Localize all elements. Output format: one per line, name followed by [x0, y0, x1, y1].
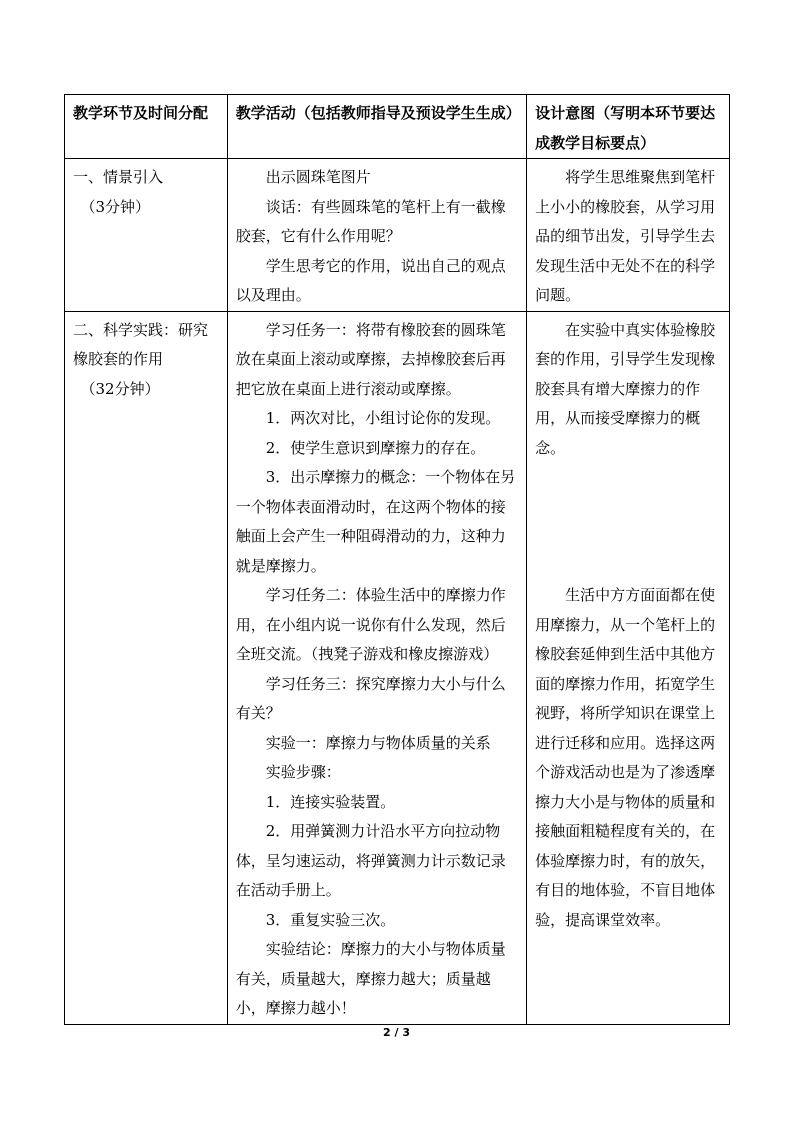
practice-activity-line: 3．重复实验三次。: [265, 910, 396, 929]
practice-activity-line: 2．用弹簧测力计沿水平方向拉动物体，呈匀速运动，将弹簧测力计示数记录在活动手册上。: [235, 822, 506, 899]
intro-stage-time: （3分钟）: [80, 197, 151, 216]
practice-activity-line: 实验结论：摩擦力的大小与物体质量有关，质量越大，摩擦力越大；质量越小，摩擦力越小！: [235, 940, 506, 1017]
intent-spacer: [535, 463, 721, 581]
header-stage-time: [65, 95, 228, 159]
intro-intent-text: 将学生思维聚焦到笔杆上小小的橡胶套，从学习用品的细节出发，引导学生去发现生活中无处不在的科学问题。: [535, 168, 716, 304]
header-teaching-activity: [227, 95, 526, 159]
header-stage-time-text: 教学环节及时间分配: [73, 104, 209, 122]
intro-activity-line: 出示圆珠笔图片: [265, 168, 371, 186]
lesson-plan-table: [64, 94, 730, 1025]
practice-activity-line: 学习任务二：体验生活中的摩擦力作用，在小组内说一说你有什么发现，然后全班交流。（拽凳子游戏和橡皮擦游戏）: [235, 586, 506, 663]
practice-activity-line: 1．连接实验装置。: [265, 792, 396, 811]
intro-stage-cell: [65, 159, 228, 312]
practice-intent-cell: [527, 311, 730, 1024]
header-design-intent: [527, 95, 730, 159]
practice-activity-line: 学习任务一：将带有橡胶套的圆珠笔放在桌面上滚动或摩擦，去掉橡胶套后再把它放在桌面上进行滚动或摩擦。: [235, 320, 506, 398]
practice-activity-line: 实验步骤：: [265, 763, 341, 781]
header-design-intent-text: 设计意图（写明本环节要达成教学目标要点）: [535, 104, 716, 152]
practice-intent-text-1: 在实验中真实体验橡胶套的作用，引导学生发现橡胶套具有增大摩擦力的作用，从而接受摩擦力的概念。: [535, 320, 716, 457]
page-number: 2 / 3: [383, 1026, 410, 1039]
intro-activity-line: 学生思考它的作用，说出自己的观点以及理由。: [235, 256, 506, 304]
intro-stage-name: 一、情景引入: [73, 168, 164, 186]
table-row-practice: [65, 311, 730, 1024]
practice-intent-text-2: 生活中方方面面都在使用摩擦力，从一个笔杆上的橡胶套延伸到生活中其他方面的摩擦力作用，拓宽学生视野，将所学知识在课堂上进行迁移和应用。选择这两个游戏活动也是为了渗透摩擦力大小是与物体的质量和接触面粗糙程度有关的，在体验摩擦力时，有的放矢，有目的地体验，不盲目地体验，提高课堂效率。: [535, 586, 716, 929]
table-header-row: [65, 95, 730, 159]
header-teaching-activity-text: 教学活动（包括教师指导及预设学生生成）: [235, 104, 521, 122]
practice-activity-line: 2．使学生意识到摩擦力的存在。: [265, 438, 486, 457]
practice-stage-name: 二、科学实践：研究橡胶套的作用: [73, 320, 209, 368]
practice-activity-cell: [227, 311, 526, 1024]
practice-activity-line: 实验一：摩擦力与物体质量的关系: [265, 733, 491, 752]
practice-stage-cell: [65, 311, 228, 1024]
intro-activity-cell: [227, 159, 526, 312]
practice-activity-line: 3．出示摩擦力的概念：一个物体在另一个物体表面滑动时，在这两个物体的接触面上会产生一种阻碍滑动的力，这种力就是摩擦力。: [235, 468, 516, 575]
practice-stage-time: （32分钟）: [80, 379, 160, 398]
practice-activity-line: 学习任务三：探究摩擦力大小与什么有关？: [235, 674, 506, 722]
practice-activity-line: 1．两次对比，小组讨论你的发现。: [265, 409, 501, 427]
table-row-intro: [65, 159, 730, 312]
intro-intent-cell: [527, 159, 730, 312]
intro-activity-line: 谈话：有些圆珠笔的笔杆上有一截橡胶套，它有什么作用呢？: [235, 197, 506, 245]
